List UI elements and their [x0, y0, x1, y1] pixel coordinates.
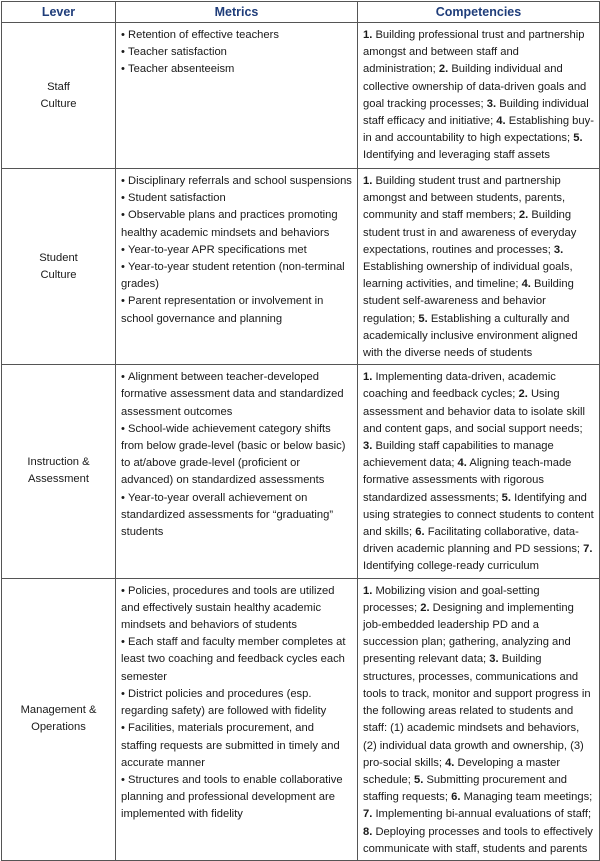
competency-text: Designing and implementing job-embedded leadership PD and a succession plan; gathering, analyzing and presenting relevant data; [363, 601, 574, 666]
row-instruction-assessment [2, 365, 600, 578]
competency-text: Building student trust in and awareness of everyday expectations, routines and processes; [363, 209, 577, 256]
metric-item: • Year-to-year student retention (non-terminal grades) [121, 259, 352, 293]
competency-number: 3. [363, 440, 373, 453]
lever-label: Instruction & Assessment [27, 456, 90, 486]
competency-text: Submitting procurement and staffing requests; [363, 773, 568, 804]
competency-text: Building structures, processes, communications and tools to track, monitor and support progress in the following areas related to students and staff: (1) academic mindsets and behaviors, (2) individual data growth and ownership, (3) pro-social skills; [363, 653, 591, 769]
competencies-cell [358, 365, 600, 578]
competency-text: Building student self-awareness and behavior regulation; [363, 278, 574, 325]
competency-text: Building individual and collective ownership of data-driven goals and goal tracking processes; [363, 63, 587, 110]
competency-number: 5. [414, 773, 424, 786]
competency-number: 4. [445, 756, 455, 769]
competency-text: Identifying and leveraging staff assets [363, 149, 550, 162]
metric-item: • Each staff and faculty member completes at least two coaching and feedback cycles each semester [121, 634, 352, 686]
competency-number: 7. [583, 543, 593, 556]
metric-item: • Policies, procedures and tools are utilized and effectively sustain healthy academic mindsets and behaviors of students [121, 583, 352, 635]
competency-number: 2. [420, 601, 430, 614]
competency-text: Using assessment and behavior data to isolate skill and content gaps, and social support needs; [363, 388, 586, 435]
metric-item: • Year-to-year overall achievement on standardized assessments for “graduating” students [121, 490, 352, 542]
competency-text: Building professional trust and partnership amongst and between staff and administration; [363, 29, 585, 76]
competency-number: 2. [438, 63, 449, 76]
metrics-cell [116, 23, 358, 169]
competency-text: Deploying processes and tools to effectively communicate with staff, students and parents [363, 825, 593, 855]
metrics-cell [116, 578, 358, 860]
competency-number: 1. [363, 371, 373, 384]
competency-number: 2. [518, 388, 528, 401]
competency-number: 3. [489, 653, 499, 666]
competency-text: Implementing bi-annual evaluations of staff; [375, 808, 592, 821]
metric-item: • District policies and procedures (esp. regarding safety) are followed with fidelity [121, 686, 352, 720]
metric-item: • Parent representation or involvement in school governance and planning [121, 293, 352, 327]
metric-item: • School-wide achievement category shifts from below grade-level (basic or below basic) to at/above grade-level (proficient or advanced) on standardized assessments [121, 421, 352, 490]
metrics-cell [116, 169, 358, 365]
competency-number: 8. [363, 825, 373, 838]
competency-text: Identifying college-ready curriculum [363, 560, 539, 573]
lever-label: Student Culture [39, 251, 78, 281]
header-metrics: Metrics [116, 2, 358, 23]
competency-text: Managing team meetings; [463, 791, 593, 804]
lever-cell [2, 23, 116, 169]
lever-cell [2, 169, 116, 365]
competency-text: Establishing ownership of individual goals, learning activities, and timeline; [363, 261, 573, 291]
competency-number: 7. [363, 808, 373, 821]
metric-item: • Teacher satisfaction [121, 44, 352, 61]
row-management-operations [2, 578, 600, 860]
competency-text: Implementing data-driven, academic coaching and feedback cycles; [363, 371, 556, 401]
competency-table [1, 1, 600, 861]
competency-number: 1. [363, 29, 373, 41]
competency-text: Aligning teach-made formative assessments with rigorous standardized assessments; [363, 457, 572, 504]
competency-text: Building individual staff efficacy and initiative; [363, 97, 589, 128]
competency-number: 2. [518, 209, 529, 222]
competencies-cell [358, 23, 600, 169]
lever-cell [2, 578, 116, 860]
competency-text: Mobilizing vision and goal-setting processes; [363, 584, 540, 614]
row-staff-culture [2, 23, 600, 169]
competency-text: Establishing buy-in and accountability to high expectations; [363, 115, 594, 145]
competency-number: 4. [457, 457, 467, 470]
metric-item: • Disciplinary referrals and school suspensions [121, 173, 352, 190]
competency-text: Building staff capabilities to manage achievement data; [363, 440, 554, 470]
competency-number: 6. [415, 526, 425, 539]
metrics-cell [116, 365, 358, 578]
competency-number: 5. [418, 312, 428, 325]
competencies-cell [358, 578, 600, 860]
competency-number: 4. [496, 115, 506, 128]
row-student-culture [2, 169, 600, 365]
metric-item: • Student satisfaction [121, 190, 352, 207]
header-competencies: Competencies [358, 2, 600, 23]
lever-label: Management & Operations [20, 704, 97, 734]
lever-label: Staff Culture [40, 80, 77, 110]
competency-number: 6. [451, 791, 461, 804]
header-lever: Lever [2, 2, 116, 23]
metric-item: • Teacher absenteeism [121, 61, 352, 78]
competency-number: 3. [486, 97, 497, 110]
competency-number: 5. [573, 132, 583, 145]
competency-text: Developing a master schedule; [363, 756, 561, 786]
competency-number: 1. [363, 584, 373, 597]
competency-text: Facilitating collaborative, data-driven academic planning and PD sessions; [363, 526, 581, 556]
competency-text: Building student trust and partnership amongst and between students, parents, community and staff members; [363, 175, 566, 222]
metric-item: • Alignment between teacher-developed formative assessment data and standardized assessment outcomes [121, 369, 352, 421]
metric-item: • Facilities, materials procurement, and staffing requests are submitted in timely and accurate manner [121, 720, 352, 772]
competencies-cell [358, 169, 600, 365]
competency-text: Identifying and using strategies to connect students to content and skills; [363, 491, 594, 539]
metric-item: • Retention of effective teachers [121, 27, 352, 44]
metric-item: • Structures and tools to enable collaborative planning and professional development are implemented with fidelity [121, 772, 352, 824]
competency-number: 5. [501, 491, 512, 504]
competency-number: 4. [521, 278, 531, 291]
metric-item: • Observable plans and practices promoting healthy academic mindsets and behaviors [121, 207, 352, 241]
competency-number: 3. [553, 243, 564, 256]
competency-number: 1. [363, 175, 373, 187]
competency-text: Establishing a culturally and academically inclusive environment aligned with the diverse needs of students [363, 312, 578, 360]
metric-item: • Year-to-year APR specifications met [121, 242, 352, 259]
header-row [2, 2, 600, 23]
lever-cell [2, 365, 116, 578]
